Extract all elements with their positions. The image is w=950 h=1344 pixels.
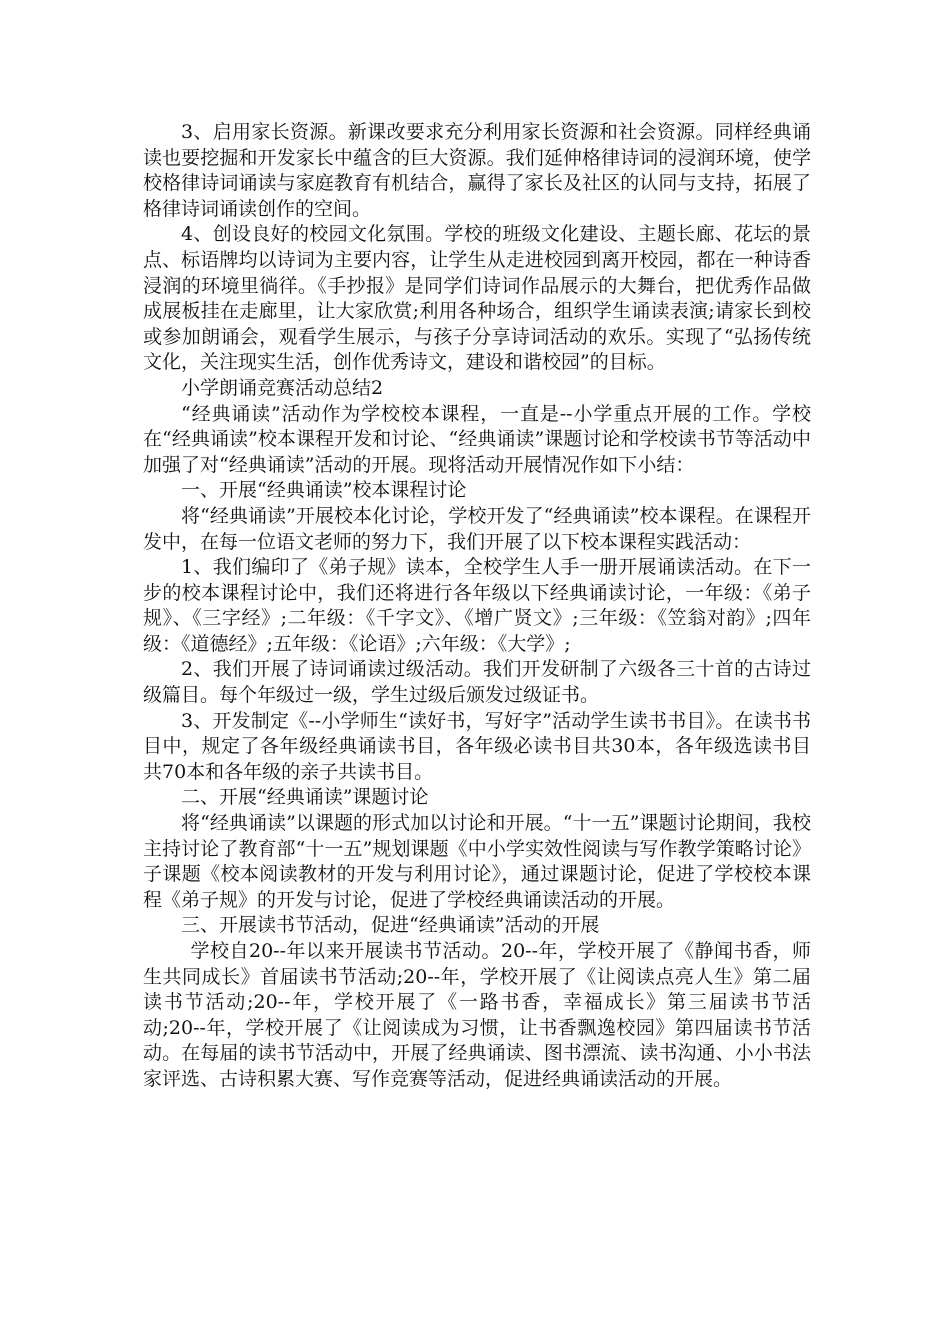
heading-reading-festival: 三、开展读书节活动，促进“经典诵读”活动的开展 [181,914,600,937]
paragraph-topic-research: 将“经典诵读”以课题的形式加以讨论和开展。“十一五”课题讨论期间，我校主持讨论了教育部“十一五”规划课题《中小学实效性阅读与写作教学策略讨论》子课题《校本阅读教材的开发与利用讨论》，通过课题讨论，促进了学校校本课程《弟子规》的开发与讨论，促进了学校经典诵读活动的开展。 [143,812,811,911]
heading-course-discussion: 一、开展“经典诵读”校本课程讨论 [181,479,467,502]
heading-topic-discussion: 二、开展“经典诵读”课题讨论 [181,786,429,809]
section-title-summary-2: 小学朗诵竞赛活动总结2 [181,376,384,399]
paragraph-reader-compilation: 1、我们编印了《弟子规》读本，全校学生人手一册开展诵读活动。在下一步的校本课程讨论中，我们还将进行各年级以下经典诵读讨论，一年级：《弟子规》、《三字经》;二年级：《千字文》、《增广贤文》;三年级：《笠翁对韵》;四年级：《道德经》;五年级：《论语》;六年级：《大学》; [143,556,811,655]
paragraph-reading-list: 3、开发制定《--小学师生“读好书，写好字”活动学生读书书目》。在读书书目中，规定了各年级经典诵读书目，各年级必读书目共30本，各年级选读书目共70本和各年级的亲子共读书目。 [143,709,811,783]
paragraph-course-development: 将“经典诵读”开展校本化讨论，学校开发了“经典诵读”校本课程。在课程开发中，在每一位语文老师的努力下，我们开展了以下校本课程实践活动： [143,504,811,553]
paragraph-campus-culture: 4、创设良好的校园文化氛围。学校的班级文化建设、主题长廊、花坛的景点、标语牌均以诗词为主要内容，让学生从走进校园到离开校园，都在一种诗香浸润的环境里徜徉。《手抄报》是同学们诗词作品展示的大舞台，把优秀作品做成展板挂在走廊里，让大家欣赏;利用各种场合，组织学生诵读表演;请家长到校或参加朗诵会，观看学生展示，与孩子分享诗词活动的欢乐。实现了“弘扬传统文化，关注现实生活，创作优秀诗文，建设和谐校园”的目标。 [143,223,811,374]
paragraph-intro: “经典诵读”活动作为学校校本课程，一直是--小学重点开展的工作。学校在“经典诵读”校本课程开发和讨论、“经典诵读”课题讨论和学校读书节等活动中加强了对“经典诵读”活动的开展。现将活动开展情况作如下小结： [143,402,811,476]
document-body [143,120,811,1093]
paragraph-poetry-levels: 2、我们开展了诗词诵读过级活动。我们开发研制了六级各三十首的古诗过级篇目。每个年级过一级，学生过级后颁发过级证书。 [143,658,811,707]
paragraph-parent-resources: 3、启用家长资源。新课改要求充分利用家长资源和社会资源。同样经典诵读也要挖掘和开发家长中蕴含的巨大资源。我们延伸格律诗词的浸润环境，使学校格律诗词诵读与家庭教育有机结合，赢得了家长及社区的认同与支持，拓展了格律诗词诵读创作的空间。 [143,121,811,220]
paragraph-festival-history: 学校自20--年以来开展读书节活动。20--年，学校开展了《静闻书香，师生共同成长》首届读书节活动;20--年，学校开展了《让阅读点亮人生》第二届读书节活动;20--年，学校开展了《一路书香，幸福成长》第三届读书节活动;20--年，学校开展了《让阅读成为习惯，让书香飘逸校园》第四届读书节活动。在每届的读书节活动中，开展了经典诵读、图书漂流、读书沟通、小小书法家评选、古诗积累大赛、写作竞赛等活动，促进经典诵读活动的开展。 [143,940,811,1090]
